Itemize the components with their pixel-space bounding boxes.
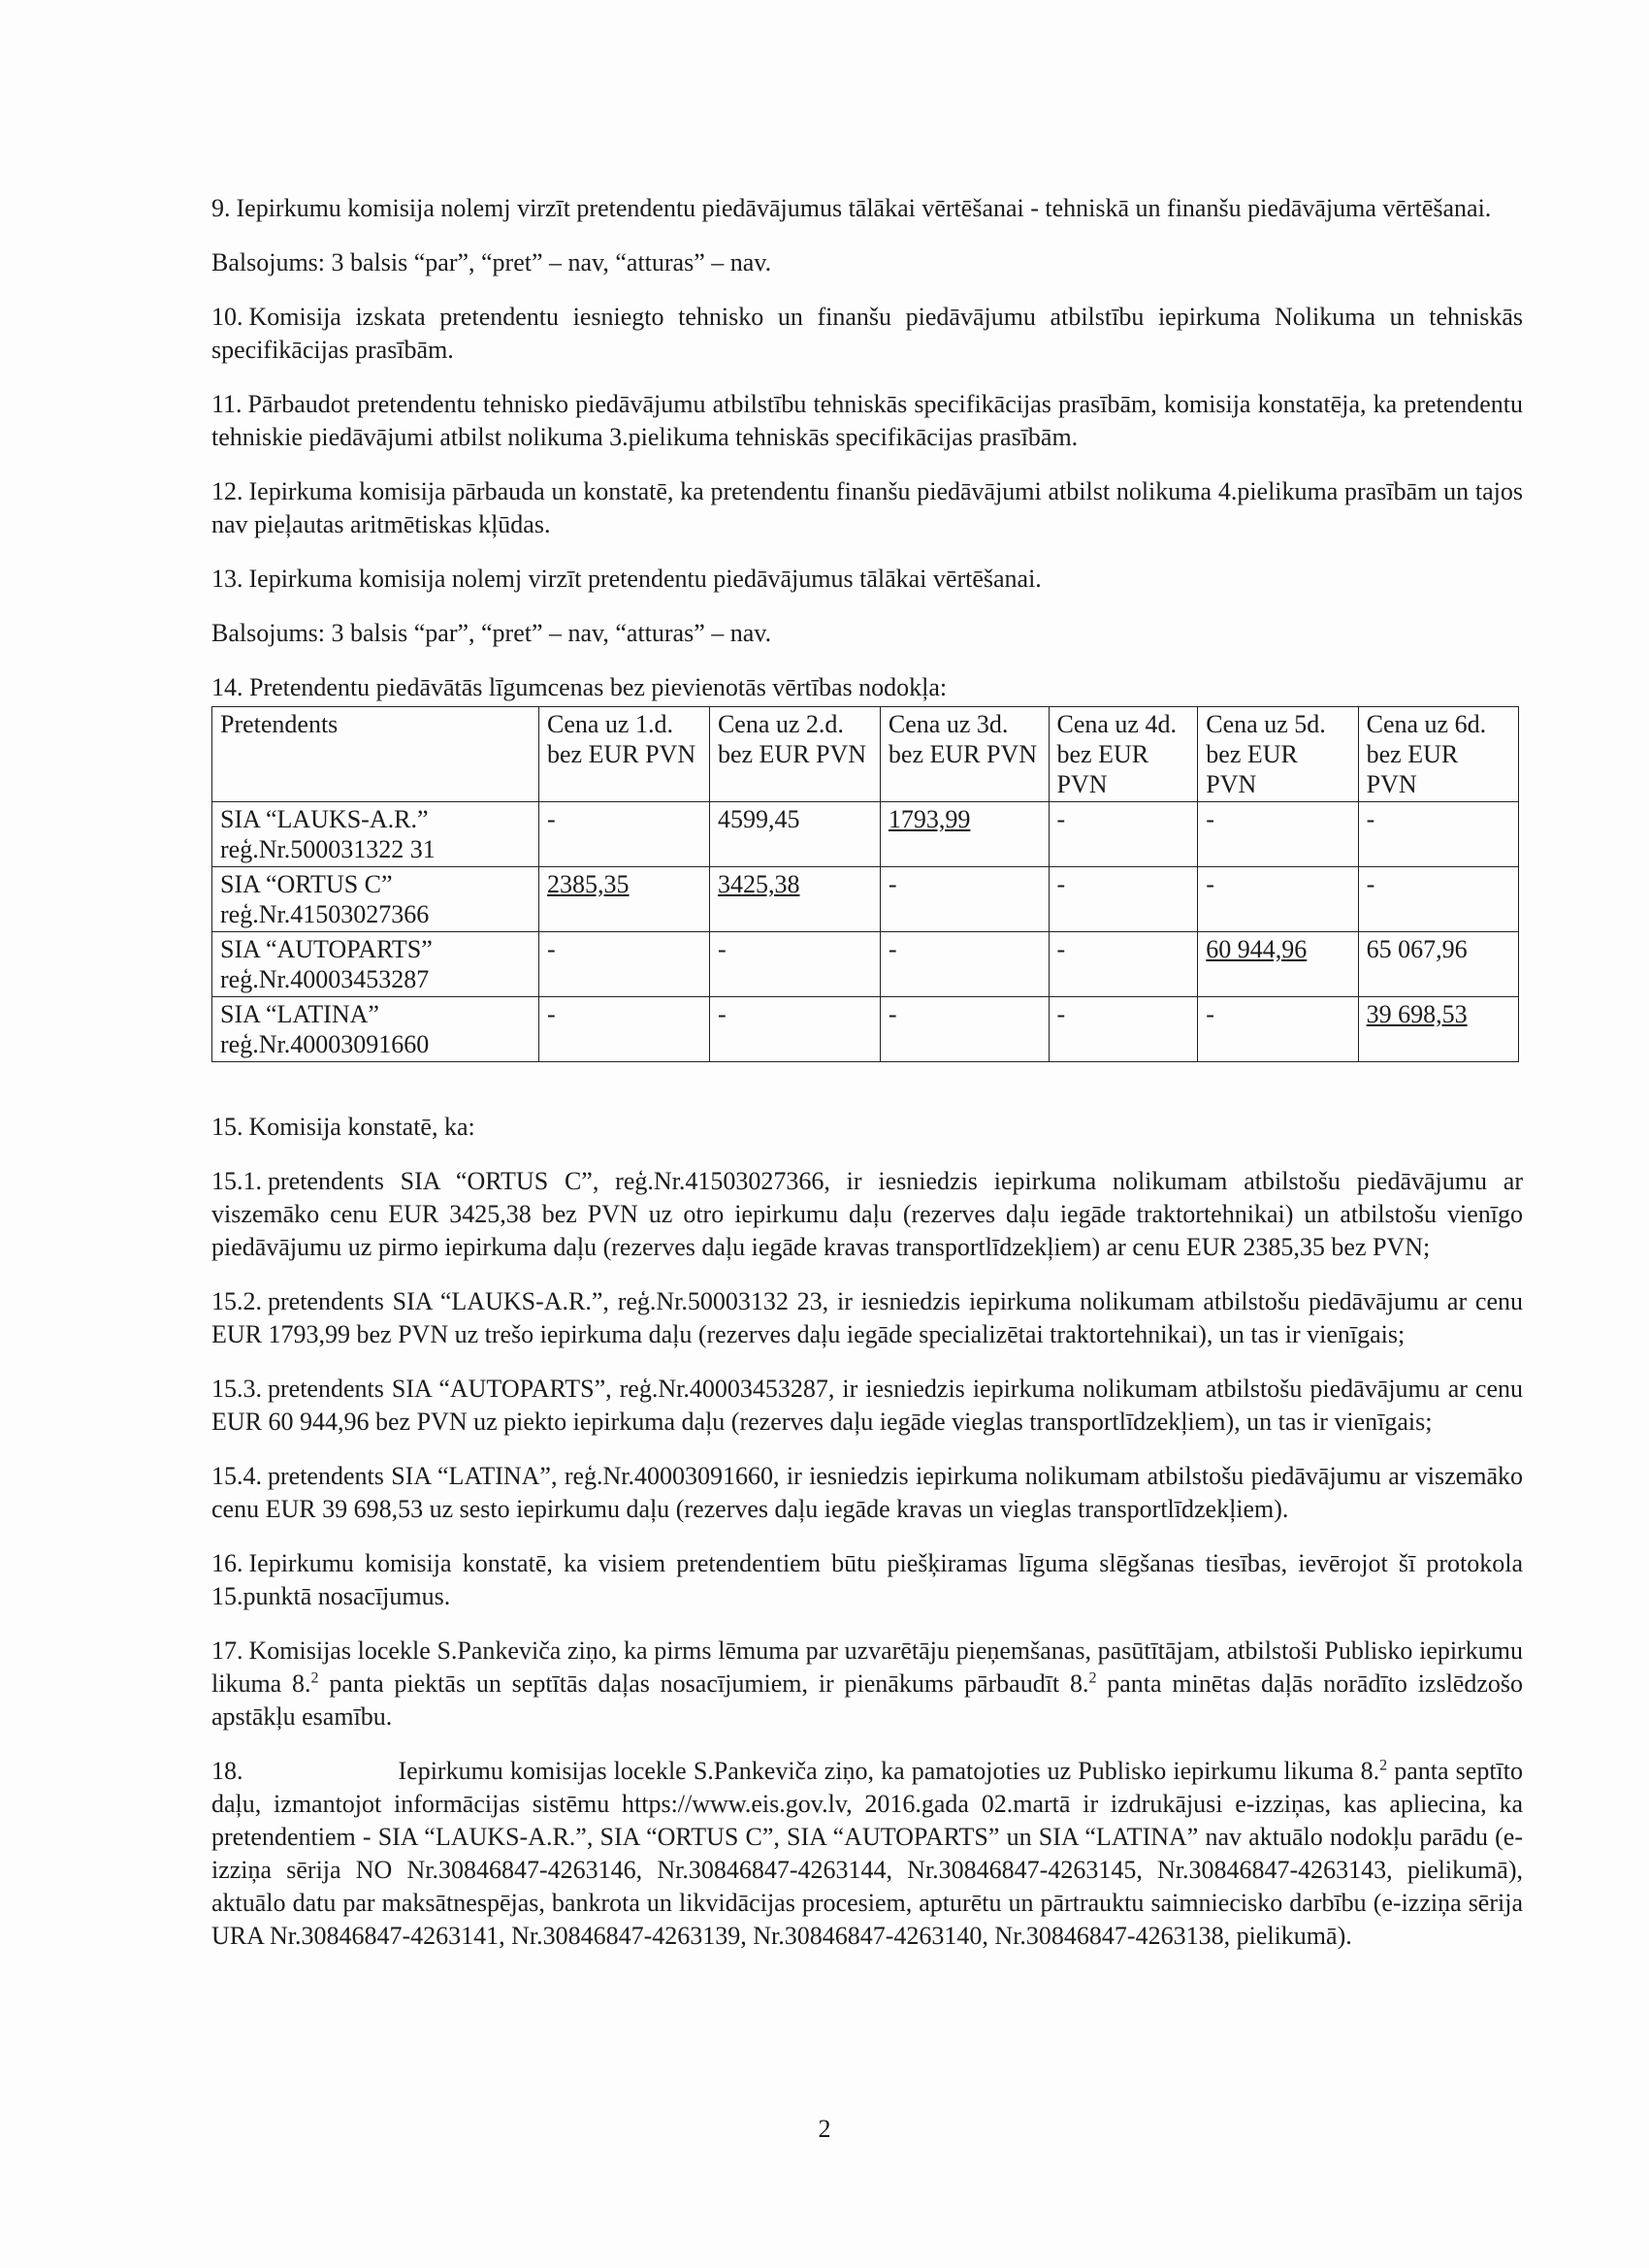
bidder-name-cell: SIA “ORTUS C” reģ.Nr.41503027366 xyxy=(212,867,539,932)
bottom-paragraphs xyxy=(211,1111,1523,1613)
paragraph-text: Pārbaudot pretendentu tehnisko piedāvājumu atbilstību tehniskās specifikācijas prasībām, komisija konstatēja, ka pretendentu tehniskie piedāvājumi atbilst nolikuma 3.pielikuma tehniskās specifikācijas prasībām. xyxy=(211,390,1523,451)
price-cell: 4599,45 xyxy=(709,802,880,867)
superscript: 2 xyxy=(1088,1669,1097,1687)
top-paragraphs xyxy=(211,192,1523,650)
paragraph-text: Iepirkumu komisija konstatē, ka visiem pretendentiem būtu piešķiramas līguma slēgšanas tiesības, ievērojot šī protokola 15.punktā nosacījumus. xyxy=(211,1549,1523,1610)
price-cell: - xyxy=(1358,802,1518,867)
paragraph-text: Iepirkuma komisija pārbauda un konstatē, ka pretendentu finanšu piedāvājumi atbilst nolikuma 4.pielikuma prasībām un tajos nav pieļautas aritmētiskas kļūdas. xyxy=(211,477,1523,538)
paragraph-18 xyxy=(211,1755,1523,1953)
paragraph xyxy=(211,1111,1523,1144)
paragraph-number: 18. xyxy=(211,1757,243,1785)
paragraph xyxy=(211,246,1523,279)
paragraph-number: 16. xyxy=(211,1549,243,1577)
paragraph xyxy=(211,475,1523,541)
paragraph xyxy=(211,388,1523,454)
price-cell: - xyxy=(1198,867,1358,932)
bidder-name-cell: SIA “LATINA” reģ.Nr.40003091660 xyxy=(212,997,539,1062)
paragraph-text: panta minētas daļās norādīto izslēdzošo apstākļu esamību. xyxy=(211,1669,1523,1731)
table-row xyxy=(212,932,1519,997)
superscript: 2 xyxy=(310,1669,319,1687)
price-cell: - xyxy=(1049,932,1198,997)
header-cell: Cena uz 1.d. bez EUR PVN xyxy=(539,707,710,802)
price-cell: 1793,99 xyxy=(880,802,1049,867)
header-cell: Cena uz 5d. bez EUR PVN xyxy=(1198,707,1358,802)
paragraph xyxy=(211,1460,1523,1526)
price-cell: 2385,35 xyxy=(539,867,710,932)
paragraph-text: Balsojums: 3 balsis “par”, “pret” – nav, “atturas” – nav. xyxy=(211,248,772,276)
paragraph xyxy=(211,1165,1523,1264)
paragraph-text: Komisijas locekle S.Pankeviča ziņo, ka pirms lēmuma par uzvarētāju pieņemšanas, pasūtītājam, atbilstoši Publisko iepirkumu likuma 8. xyxy=(211,1636,1523,1698)
header-cell: Cena uz 3d. bez EUR PVN xyxy=(880,707,1049,802)
paragraph-text: pretendents SIA “ORTUS C”, reģ.Nr.41503027366, ir iesniedzis iepirkuma nolikumam atbilstošu piedāvājumu ar viszemāko cenu EUR 3425,38 bez PVN uz otro iepirkumu daļu (rezerves daļu iegāde traktortehnikai) un atbilstošu vienīgo piedāvājumu uz pirmo iepirkuma daļu (rezerves daļu iegāde kravas transportlīdzekļiem) ar cenu EUR 2385,35 bez PVN; xyxy=(211,1167,1523,1261)
price-cell: - xyxy=(1049,802,1198,867)
table-row xyxy=(212,867,1519,932)
paragraph-number: 15.3. xyxy=(211,1375,262,1403)
paragraph-number: 15. xyxy=(211,1113,243,1141)
paragraph-number: 11. xyxy=(211,390,242,418)
price-cell: 60 944,96 xyxy=(1198,932,1358,997)
price-cell: - xyxy=(1049,997,1198,1062)
bidder-name-cell: SIA “AUTOPARTS” reģ.Nr.40003453287 xyxy=(212,932,539,997)
paragraph-17 xyxy=(211,1635,1523,1733)
paragraph-text: Balsojums: 3 balsis “par”, “pret” – nav, “atturas” – nav. xyxy=(211,619,772,647)
paragraph-number: 12. xyxy=(211,477,243,505)
paragraph-number: 10. xyxy=(211,303,243,331)
paragraph xyxy=(211,617,1523,650)
paragraph xyxy=(211,1285,1523,1351)
paragraph-number: 15.2. xyxy=(211,1287,262,1315)
superscript: 2 xyxy=(1379,1757,1388,1774)
paragraph-text: Iepirkumu komisija nolemj virzīt pretendentu piedāvājumus tālākai vērtēšanai - tehniskā un finanšu piedāvājuma vērtēšanai. xyxy=(236,194,1492,222)
paragraph xyxy=(211,192,1523,225)
header-cell: Pretendents xyxy=(212,707,539,802)
paragraph-number: 17. xyxy=(211,1636,243,1665)
price-cell: - xyxy=(880,997,1049,1062)
paragraph-text: pretendents SIA “LAUKS-A.R.”, reģ.Nr.50003132 23, ir iesniedzis iepirkuma nolikumam atbilstošu piedāvājumu ar cenu EUR 1793,99 bez PVN uz trešo iepirkuma daļu (rezerves daļu iegāde specializētai traktortehnikai), un tas ir vienīgais; xyxy=(211,1287,1523,1348)
price-cell: - xyxy=(1198,997,1358,1062)
price-cell: - xyxy=(539,997,710,1062)
header-cell: Cena uz 4d. bez EUR PVN xyxy=(1049,707,1198,802)
paragraph xyxy=(211,1373,1523,1439)
paragraph xyxy=(211,1547,1523,1613)
paragraph-number: 15.4. xyxy=(211,1462,262,1490)
price-cell: - xyxy=(539,932,710,997)
paragraph-number: 9. xyxy=(211,194,231,222)
table-body xyxy=(212,802,1519,1062)
paragraph-text: Iepirkumu komisijas locekle S.Pankeviča ziņo, ka pamatojoties uz Publisko iepirkumu likuma 8. xyxy=(398,1757,1380,1785)
paragraph xyxy=(211,301,1523,367)
price-cell: - xyxy=(709,932,880,997)
price-cell: 3425,38 xyxy=(709,867,880,932)
price-cell: - xyxy=(709,997,880,1062)
table-header-row xyxy=(212,707,1519,802)
header-cell: Cena uz 6d. bez EUR PVN xyxy=(1358,707,1518,802)
paragraph-text: panta piektās un septītās daļas nosacījumiem, ir pienākums pārbaudīt 8. xyxy=(318,1669,1089,1698)
paragraph-text: Komisija konstatē, ka: xyxy=(248,1113,475,1141)
paragraph-number: 13. xyxy=(211,565,243,593)
price-cell: 39 698,53 xyxy=(1358,997,1518,1062)
price-cell: - xyxy=(880,932,1049,997)
price-cell: - xyxy=(880,867,1049,932)
bidder-name-cell: SIA “LAUKS-A.R.” reģ.Nr.500031322 31 xyxy=(212,802,539,867)
price-table xyxy=(211,706,1519,1062)
paragraph-text: Komisija izskata pretendentu iesniegto tehnisko un finanšu piedāvājumu atbilstību iepirkuma Nolikuma un tehniskās specifikācijas prasībām. xyxy=(211,303,1523,364)
paragraph xyxy=(211,563,1523,596)
header-cell: Cena uz 2.d. bez EUR PVN xyxy=(709,707,880,802)
price-cell: 65 067,96 xyxy=(1358,932,1518,997)
price-cell: - xyxy=(1358,867,1518,932)
paragraph-text: panta septīto daļu, izmantojot informācijas sistēmu https://www.eis.gov.lv, 2016.gada 02.martā ir izdrukājusi e-izziņas, kas apliecina, ka pretendentiem - SIA “LAUKS-A.R.”, SIA “ORTUS C”, SIA “AUTOPARTS” un SIA “LATINA” nav aktuālo nodokļu parādu (e-izziņa sērija NO Nr.30846847-4263146, Nr.30846847-4263144, Nr.30846847-4263145, Nr.30846847-4263143, pielikumā), aktuālo datu par maksātnespējas, bankrota un likvidācijas procesiem, apturētu un pārtrauktu saimniecisko darbību (e-izziņa sērija URA Nr.30846847-4263141, Nr.30846847-4263139, Nr.30846847-4263140, Nr.30846847-4263138, pielikumā). xyxy=(211,1757,1523,1950)
price-cell: - xyxy=(1049,867,1198,932)
document-body xyxy=(211,192,1523,1974)
paragraph-text: Iepirkuma komisija nolemj virzīt pretendentu piedāvājumus tālākai vērtēšanai. xyxy=(248,565,1042,593)
table-caption: 14. Pretendentu piedāvātās līgumcenas bez pievienotās vērtības nodokļa: xyxy=(211,673,948,701)
paragraph-text: pretendents SIA “AUTOPARTS”, reģ.Nr.40003453287, ir iesniedzis iepirkuma nolikumam atbilstošu piedāvājumu ar cenu EUR 60 944,96 bez PVN uz piekto iepirkuma daļu (rezerves daļu iegāde vieglas transportlīdzekļiem), un tas ir vienīgais; xyxy=(211,1375,1523,1436)
paragraph-text: pretendents SIA “LATINA”, reģ.Nr.40003091660, ir iesniedzis iepirkuma nolikumam atbilstošu piedāvājumu ar viszemāko cenu EUR 39 698,53 uz sesto iepirkumu daļu (rezerves daļu iegāde kravas un vieglas transportlīdzekļiem). xyxy=(211,1462,1523,1523)
price-cell: - xyxy=(539,802,710,867)
paragraph-number: 15.1. xyxy=(211,1167,262,1195)
table-row xyxy=(212,997,1519,1062)
page-number: 2 xyxy=(818,2115,831,2143)
price-cell: - xyxy=(1198,802,1358,867)
table-row xyxy=(212,802,1519,867)
